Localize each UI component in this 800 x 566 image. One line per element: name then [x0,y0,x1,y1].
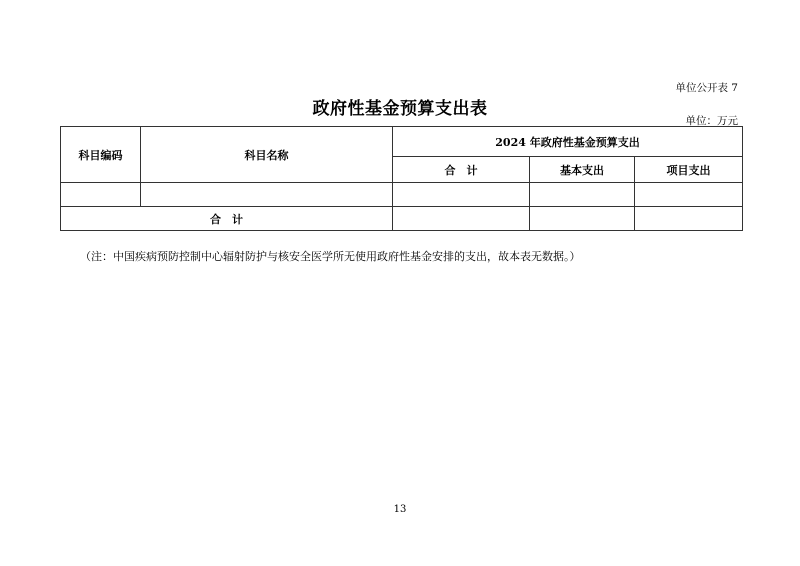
cell-total [393,183,530,207]
sum-cell-project [635,207,743,231]
sum-cell-total [393,207,530,231]
column-header-name: 科目名称 [141,127,393,183]
cell-project [635,183,743,207]
column-group-header: 2024 年政府性基金预算支出 [393,127,743,157]
table-row [61,183,743,207]
page-title: 政府性基金预算支出表 [312,99,488,119]
sum-row-label: 合 计 [61,207,393,231]
column-header-project: 项目支出 [635,157,743,183]
column-header-code: 科目编码 [61,127,141,183]
cell-code [61,183,141,207]
cell-name [141,183,393,207]
table-number-label: 单位公开表 7 [675,82,738,94]
column-header-total: 合 计 [393,157,530,183]
budget-table [60,126,743,231]
cell-basic [530,183,635,207]
table-header-row [61,127,743,157]
column-header-basic: 基本支出 [530,157,635,183]
sum-cell-basic [530,207,635,231]
table-sum-row [61,207,743,231]
page-number: 13 [393,504,407,515]
table-note: （注：中国疾病预防控制中心辐射防护与核安全医学所无使用政府性基金安排的支出，故本表无数据。） [80,250,581,263]
unit-label: 单位：万元 [685,115,738,127]
